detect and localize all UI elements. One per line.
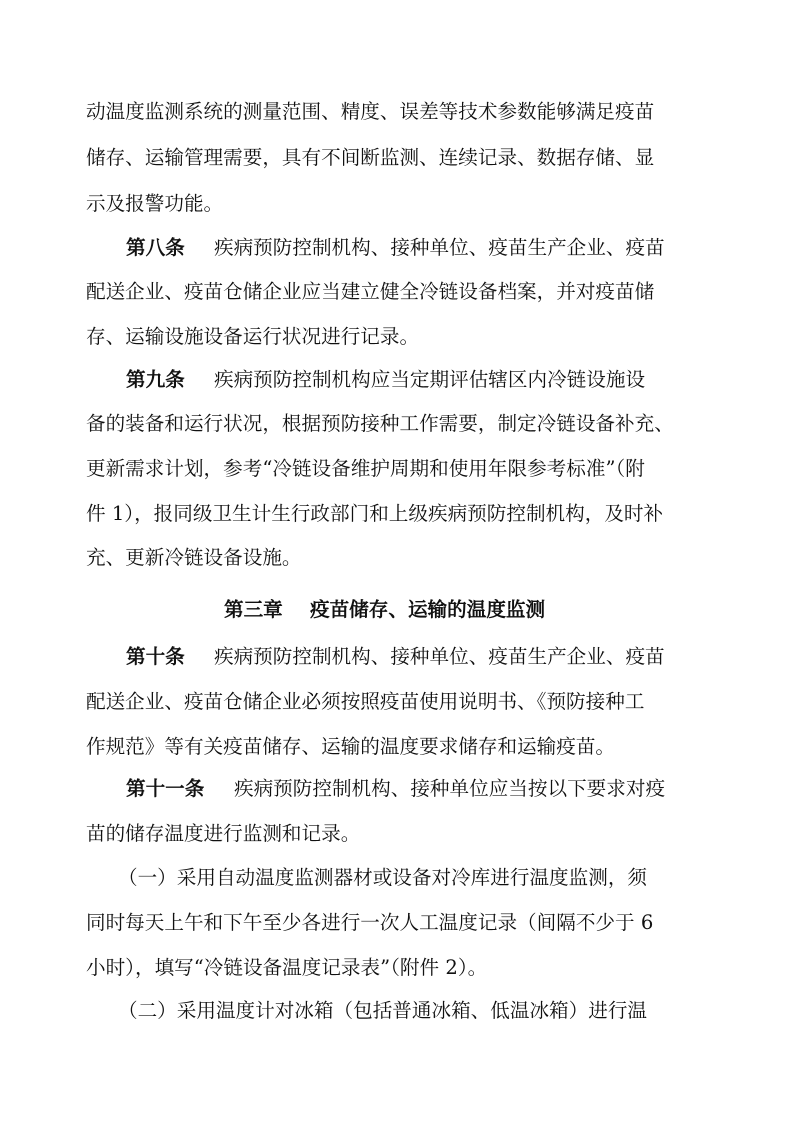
text-line <box>0 950 793 986</box>
line-text: 件 1），报同级卫生计生行政部门和上级疾病预防控制机构，及时补 <box>86 502 664 525</box>
line-text: 备的装备和运行状况，根据预防接种工作需要，制定冷链设备补充、 <box>86 412 674 435</box>
text-line <box>0 451 793 487</box>
text-line <box>0 684 793 720</box>
text-line <box>0 496 793 532</box>
line-text: 充、更新冷链设备设施。 <box>86 546 302 569</box>
line-text: 苗的储存温度进行监测和记录。 <box>86 822 361 845</box>
article-label: 第十条 <box>126 645 185 668</box>
text-line <box>0 319 793 355</box>
text-line <box>0 274 793 310</box>
text-line <box>0 860 793 896</box>
line-text: 作规范》等有关疫苗储存、运输的温度要求储存和运输疫苗。 <box>86 735 616 758</box>
article-10-first-line <box>0 639 793 675</box>
line-text: 疾病预防控制机构应当定期评估辖区内冷链设施设 <box>214 368 646 391</box>
text-line <box>0 140 793 176</box>
text-line <box>0 729 793 765</box>
line-text: 疾病预防控制机构、接种单位、疫苗生产企业、疫苗 <box>214 236 665 259</box>
line-text: 更新需求计划，参考“冷链设备维护周期和使用年限参考标准”（附 <box>86 457 645 480</box>
text-line <box>0 406 793 442</box>
text-line <box>0 186 793 222</box>
chapter-heading <box>0 592 793 628</box>
line-text: 小时），填写“冷链设备温度记录表”（附件 2）。 <box>86 956 488 979</box>
text-line <box>0 905 793 941</box>
line-text: 动温度监测系统的测量范围、精度、误差等技术参数能够满足疫苗 <box>86 100 655 123</box>
line-text: 示及报警功能。 <box>86 192 224 215</box>
line-text: 储存、运输管理需要，具有不间断监测、连续记录、数据存储、显 <box>86 146 655 169</box>
line-text: 配送企业、疫苗仓储企业必须按照疫苗使用说明书、《预防接种工 <box>86 690 645 713</box>
article-11-first-line <box>0 771 793 807</box>
article-label: 第八条 <box>126 236 185 259</box>
line-text: 配送企业、疫苗仓储企业应当建立健全冷链设备档案，并对疫苗储 <box>86 280 655 303</box>
line-text: （一）采用自动温度监测器材或设备对冷库进行温度监测，须 <box>118 866 648 889</box>
article-8-first-line <box>0 230 793 266</box>
text-line <box>0 94 793 130</box>
text-line <box>0 816 793 852</box>
line-text: （二）采用温度计对冰箱（包括普通冰箱、低温冰箱）进行温 <box>118 999 648 1022</box>
chapter-number: 第三章 <box>224 598 283 621</box>
line-text: 疾病预防控制机构、接种单位应当按以下要求对疫 <box>234 777 666 800</box>
text-line <box>0 993 793 1029</box>
article-9-first-line <box>0 362 793 398</box>
article-label: 第十一条 <box>126 777 205 800</box>
line-text: 同时每天上午和下午至少各进行一次人工温度记录（间隔不少于 6 <box>86 911 654 934</box>
line-text: 疾病预防控制机构、接种单位、疫苗生产企业、疫苗 <box>214 645 665 668</box>
text-line <box>0 540 793 576</box>
chapter-title: 疫苗储存、运输的温度监测 <box>310 598 546 621</box>
line-text: 存、运输设施设备运行状况进行记录。 <box>86 325 420 348</box>
article-label: 第九条 <box>126 368 185 391</box>
